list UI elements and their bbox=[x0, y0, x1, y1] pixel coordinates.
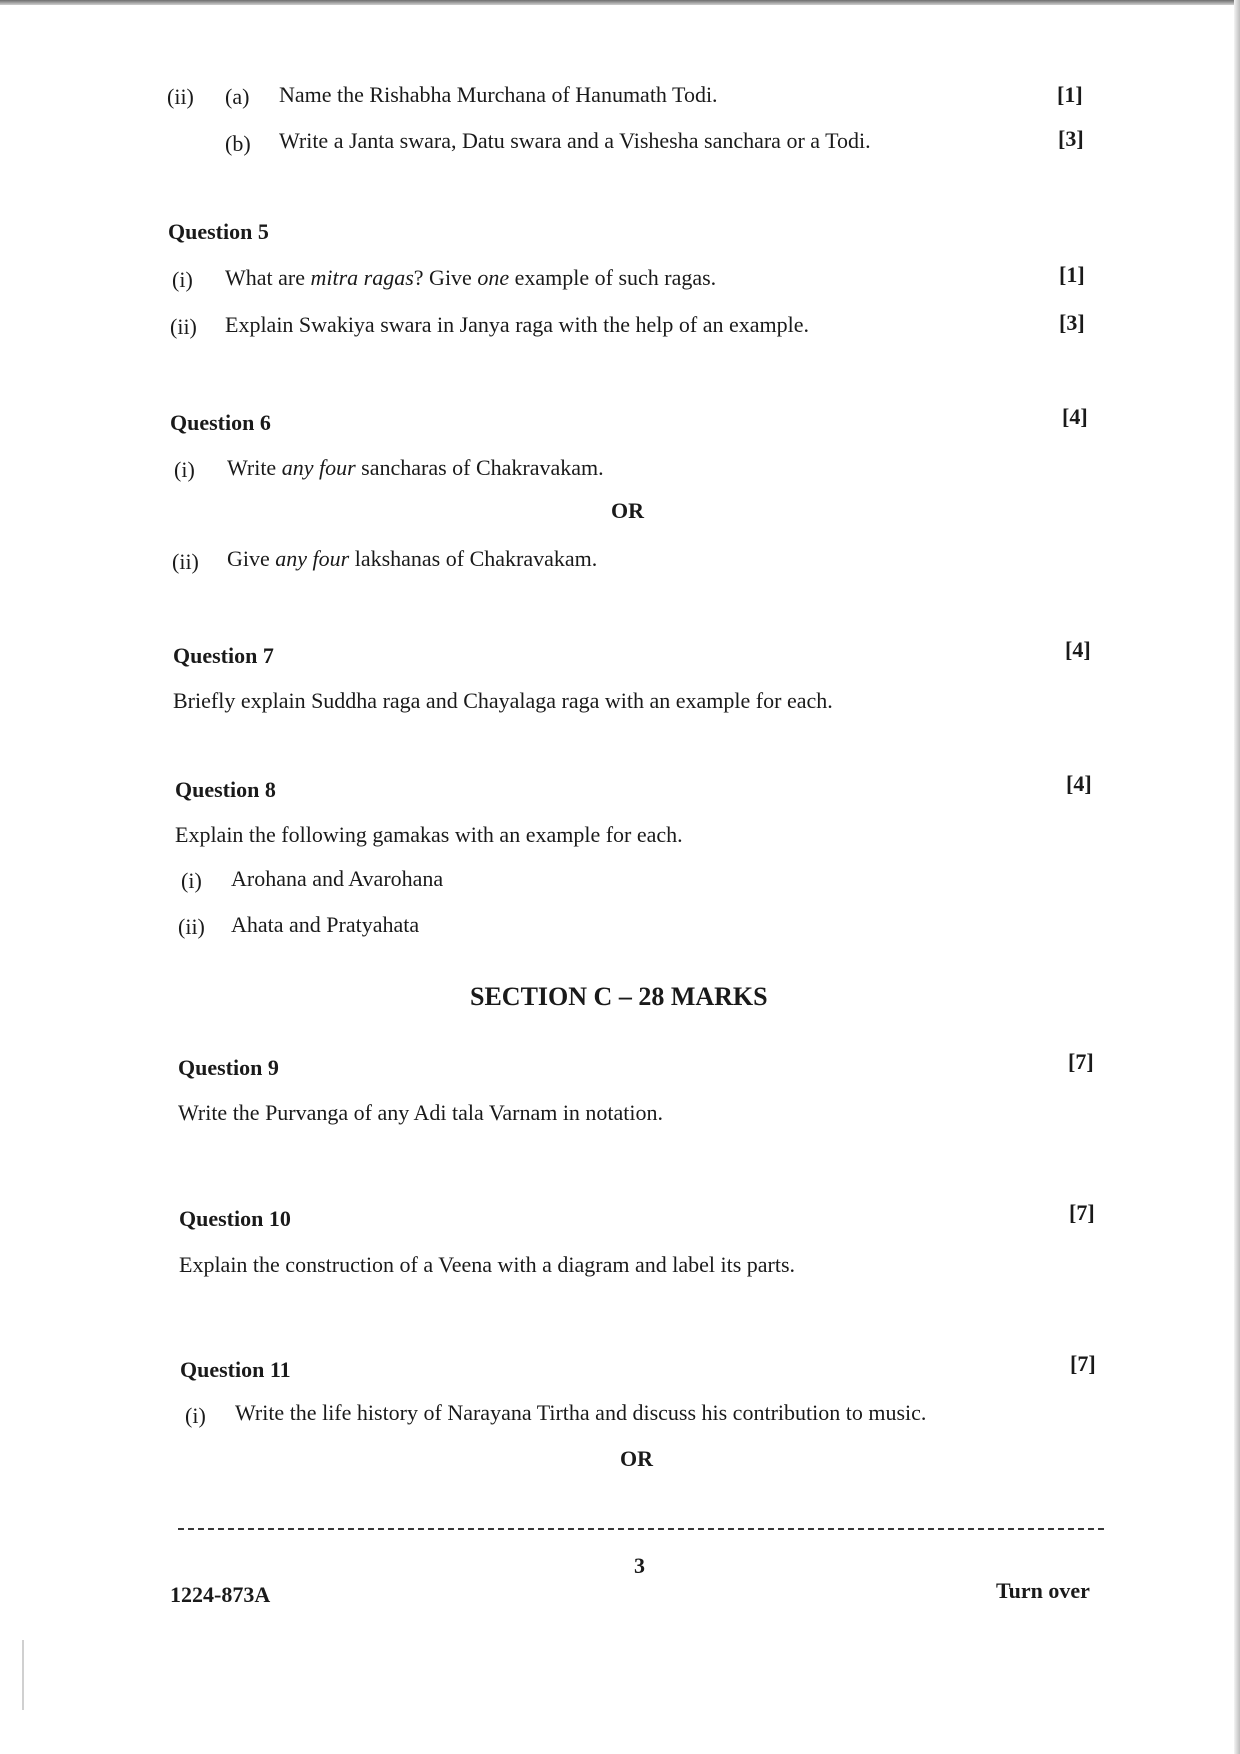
question-6-heading: Question 6 bbox=[170, 410, 271, 435]
q5-ii-marks: [3] bbox=[1059, 310, 1085, 335]
q8-text: Explain the following gamakas with an example for each. bbox=[175, 822, 683, 847]
q9-text: Write the Purvanga of any Adi tala Varnam in notation. bbox=[178, 1100, 664, 1125]
q6-i-text: Write any four sancharas of Chakravakam. bbox=[227, 455, 604, 480]
q6-ii-text: Give any four lakshanas of Chakravakam. bbox=[227, 546, 598, 571]
q6-marks: [4] bbox=[1062, 404, 1088, 429]
q6-or: OR bbox=[611, 498, 644, 523]
scan-edge-top bbox=[0, 0, 1240, 5]
q5-ii-label: (ii) bbox=[170, 314, 197, 339]
question-10-heading: Question 10 bbox=[179, 1206, 291, 1231]
q11-i-text: Write the life history of Narayana Tirtha and discuss his contribution to music. bbox=[235, 1400, 927, 1425]
q7-marks: [4] bbox=[1065, 637, 1091, 662]
q4-b-marks: [3] bbox=[1058, 126, 1084, 151]
q6-ii-label: (ii) bbox=[172, 549, 199, 574]
q11-or: OR bbox=[620, 1446, 653, 1471]
q4-a-marks: [1] bbox=[1057, 82, 1083, 107]
q11-marks: [7] bbox=[1070, 1351, 1096, 1376]
q4-a-label: (a) bbox=[225, 84, 250, 109]
question-5-heading: Question 5 bbox=[168, 219, 269, 244]
q8-marks: [4] bbox=[1066, 771, 1092, 796]
q10-marks: [7] bbox=[1069, 1200, 1095, 1225]
question-9-heading: Question 9 bbox=[178, 1055, 279, 1080]
section-c-title: SECTION C – 28 MARKS bbox=[470, 982, 768, 1011]
q5-i-marks: [1] bbox=[1059, 262, 1085, 287]
q4-ii-label: (ii) bbox=[167, 84, 194, 109]
question-7-heading: Question 7 bbox=[173, 643, 274, 668]
q5-i-text: What are mitra ragas? Give one example of such ragas. bbox=[225, 265, 717, 290]
q9-marks: [7] bbox=[1068, 1049, 1094, 1074]
q5-i-label: (i) bbox=[172, 267, 193, 292]
turn-over: Turn over bbox=[996, 1578, 1090, 1603]
q10-text: Explain the construction of a Veena with a diagram and label its parts. bbox=[179, 1252, 796, 1277]
page-number: 3 bbox=[634, 1553, 645, 1578]
footer-divider bbox=[178, 1528, 1104, 1530]
q8-ii-label: (ii) bbox=[178, 914, 205, 939]
q11-i-label: (i) bbox=[185, 1403, 206, 1428]
q4-b-label: (b) bbox=[225, 131, 251, 156]
q8-i-label: (i) bbox=[181, 868, 202, 893]
question-11-heading: Question 11 bbox=[180, 1357, 291, 1382]
question-8-heading: Question 8 bbox=[175, 777, 276, 802]
scan-edge-right bbox=[1234, 0, 1240, 1754]
q6-i-label: (i) bbox=[174, 457, 195, 482]
paper-code: 1224-873A bbox=[170, 1582, 271, 1607]
q7-text: Briefly explain Suddha raga and Chayalaga raga with an example for each. bbox=[173, 688, 833, 713]
q4-b-text: Write a Janta swara, Datu swara and a Vishesha sanchara or a Todi. bbox=[279, 128, 871, 153]
q4-a-text: Name the Rishabha Murchana of Hanumath Todi. bbox=[279, 82, 718, 107]
q5-ii-text: Explain Swakiya swara in Janya raga with the help of an example. bbox=[225, 312, 810, 337]
q8-i-text: Arohana and Avarohana bbox=[231, 866, 444, 891]
q8-ii-text: Ahata and Pratyahata bbox=[231, 912, 420, 937]
scan-mark-left bbox=[22, 1640, 24, 1710]
